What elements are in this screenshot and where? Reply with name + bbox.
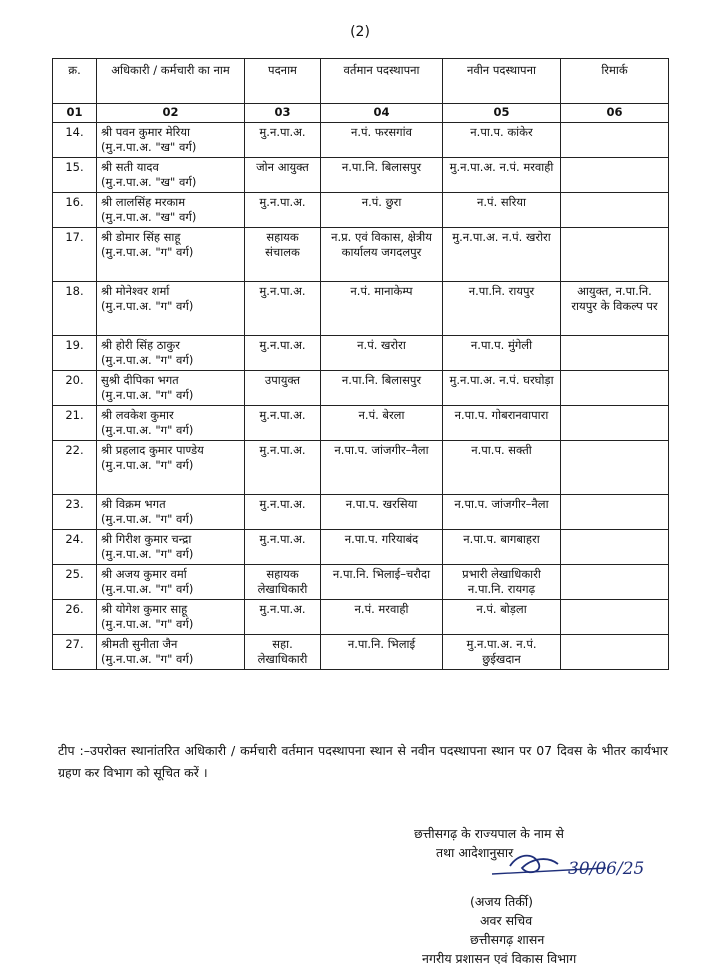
column-number: 03 [245, 104, 321, 123]
officer-cell [97, 600, 245, 635]
table-row [53, 282, 669, 336]
header-designation: पदनाम [245, 59, 321, 104]
header-remark: रिमार्क [561, 59, 669, 104]
signature-date: 30/06/25 [568, 859, 645, 879]
officer-name: श्री विक्रम भगत [101, 497, 166, 511]
authority-line: छत्तीसगढ़ के राज्यपाल के नाम से [414, 826, 564, 841]
serial-number: 15. [53, 158, 97, 193]
designation-cell: मु.न.पा.अ. [245, 193, 321, 228]
serial-number: 23. [53, 495, 97, 530]
designation-cell: मु.न.पा.अ. [245, 406, 321, 441]
table-row [53, 123, 669, 158]
table-row [53, 406, 669, 441]
designation-cell: मु.न.पा.अ. [245, 530, 321, 565]
remark-cell [561, 565, 669, 600]
new-posting-cell: न.पा.प. कांकेर [443, 123, 561, 158]
officer-name: श्री सती यादव [101, 160, 159, 174]
remark-cell [561, 336, 669, 371]
remark-cell [561, 158, 669, 193]
designation-cell: सहायक संचालक [245, 228, 321, 282]
officer-category: (मु.न.पा.अ. "ग" वर्ग) [101, 652, 194, 666]
officer-category: (मु.न.पा.अ. "ग" वर्ग) [101, 512, 194, 526]
officer-category: (मु.न.पा.अ. "ग" वर्ग) [101, 547, 194, 561]
serial-number: 19. [53, 336, 97, 371]
remark-cell [561, 530, 669, 565]
table-row [53, 193, 669, 228]
department-name: नगरीय प्रशासन एवं विकास विभाग [422, 951, 577, 966]
officer-category: (मु.न.पा.अ. "ग" वर्ग) [101, 353, 194, 367]
officer-name: श्री पवन कुमार मेरिया [101, 125, 190, 139]
column-number-row [53, 104, 669, 123]
officer-cell [97, 228, 245, 282]
officer-category: (मु.न.पा.अ. "ख" वर्ग) [101, 140, 197, 154]
officer-cell [97, 441, 245, 495]
table-row [53, 158, 669, 193]
header-current-posting: वर्तमान पदस्थापना [321, 59, 443, 104]
officer-name: श्री लालसिंह मरकाम [101, 195, 186, 209]
officer-cell [97, 406, 245, 441]
current-posting-cell: न.पं. फरसगांव [321, 123, 443, 158]
serial-number: 20. [53, 371, 97, 406]
remark-cell [561, 123, 669, 158]
designation-cell: सहा. लेखाधिकारी [245, 635, 321, 670]
new-posting-cell: न.पा.प. सक्ती [443, 441, 561, 495]
new-posting-cell: न.पं. बोड़ला [443, 600, 561, 635]
officer-name: श्री लवकेश कुमार [101, 408, 174, 422]
header-sn: क्र. [53, 59, 97, 104]
current-posting-cell: न.पा.नि. भिलाई–चरौदा [321, 565, 443, 600]
table-row [53, 495, 669, 530]
remark-cell [561, 406, 669, 441]
serial-number: 26. [53, 600, 97, 635]
remark-cell [561, 228, 669, 282]
officer-cell [97, 123, 245, 158]
current-posting-cell: न.पा.प. गरियाबंद [321, 530, 443, 565]
officer-cell [97, 635, 245, 670]
officer-category: (मु.न.पा.अ. "ग" वर्ग) [101, 582, 194, 596]
officer-category: (मु.न.पा.अ. "ग" वर्ग) [101, 245, 194, 259]
serial-number: 22. [53, 441, 97, 495]
serial-number: 27. [53, 635, 97, 670]
current-posting-cell: न.पं. खरोरा [321, 336, 443, 371]
serial-number: 14. [53, 123, 97, 158]
officer-cell [97, 371, 245, 406]
remark-cell [561, 600, 669, 635]
current-posting-cell: न.पा.प. खरसिया [321, 495, 443, 530]
officer-cell [97, 565, 245, 600]
table-row [53, 635, 669, 670]
current-posting-cell: न.प्र. एवं विकास, क्षेत्रीय कार्यालय जगदलपुर [321, 228, 443, 282]
new-posting-cell: न.पं. सरिया [443, 193, 561, 228]
officer-category: (मु.न.पा.अ. "ग" वर्ग) [101, 299, 194, 313]
officer-name: श्री प्रहलाद कुमार पाण्डेय [101, 443, 204, 457]
table-body [53, 104, 669, 670]
remark-cell [561, 371, 669, 406]
current-posting-cell: न.पं. बेरला [321, 406, 443, 441]
order-line: तथा आदेशानुसार [436, 845, 514, 860]
current-posting-cell: न.पा.नि. बिलासपुर [321, 371, 443, 406]
current-posting-cell: न.पं. छुरा [321, 193, 443, 228]
current-posting-cell: न.पा.प. जांजगीर–नैला [321, 441, 443, 495]
column-number: 02 [97, 104, 245, 123]
table-row [53, 228, 669, 282]
officer-name: श्री गिरीश कुमार चन्द्रा [101, 532, 192, 546]
column-number: 06 [561, 104, 669, 123]
remark-cell [561, 495, 669, 530]
officer-name: श्री मोनेश्वर शर्मा [101, 284, 170, 298]
officer-cell [97, 336, 245, 371]
instruction-note: टीप :–उपरोक्त स्थानांतरित अधिकारी / कर्मचारी वर्तमान पदस्थापना स्थान से नवीन पदस्थापना स्थान पर 07 दिवस के भीतर कार्यभार ग्रहण कर विभाग को सूचित करें । [58, 743, 668, 780]
designation-cell: उपायुक्त [245, 371, 321, 406]
designation-cell: मु.न.पा.अ. [245, 123, 321, 158]
officer-category: (मु.न.पा.अ. "ग" वर्ग) [101, 458, 194, 472]
officer-cell [97, 495, 245, 530]
officer-name: श्री अजय कुमार वर्मा [101, 567, 187, 581]
current-posting-cell: न.पा.नि. बिलासपुर [321, 158, 443, 193]
designation-cell: जोन आयुक्त [245, 158, 321, 193]
officer-cell [97, 530, 245, 565]
new-posting-cell: न.पा.प. जांजगीर–नैला [443, 495, 561, 530]
current-posting-cell: न.पं. मानाकेम्प [321, 282, 443, 336]
officer-category: (मु.न.पा.अ. "ग" वर्ग) [101, 423, 194, 437]
current-posting-cell: न.पं. मरवाही [321, 600, 443, 635]
column-number: 05 [443, 104, 561, 123]
current-posting-cell: न.पा.नि. भिलाई [321, 635, 443, 670]
officer-name: सुश्री दीपिका भगत [101, 373, 179, 387]
officer-name: श्री डोमार सिंह साहू [101, 230, 181, 244]
designation-cell: सहायक लेखाधिकारी [245, 565, 321, 600]
table-row [53, 336, 669, 371]
officer-category: (मु.न.पा.अ. "ख" वर्ग) [101, 210, 197, 224]
new-posting-cell: न.पा.प. गोबरानवापारा [443, 406, 561, 441]
designation-cell: मु.न.पा.अ. [245, 336, 321, 371]
page-number: (2) [350, 24, 370, 40]
table-row [53, 530, 669, 565]
government-name: छत्तीसगढ़ शासन [470, 932, 545, 947]
new-posting-cell: मु.न.पा.अ. न.पं. घरघोड़ा [443, 371, 561, 406]
table-header-row [53, 59, 669, 104]
designation-cell: मु.न.पा.अ. [245, 600, 321, 635]
table-row [53, 600, 669, 635]
designation-cell: मु.न.पा.अ. [245, 282, 321, 336]
transfer-table [52, 58, 669, 670]
officer-category: (मु.न.पा.अ. "ग" वर्ग) [101, 388, 194, 402]
officer-category: (मु.न.पा.अ. "ग" वर्ग) [101, 617, 194, 631]
header-name: अधिकारी / कर्मचारी का नाम [97, 59, 245, 104]
remark-cell [561, 441, 669, 495]
remark-cell [561, 635, 669, 670]
column-number: 01 [53, 104, 97, 123]
officer-category: (मु.न.पा.अ. "ख" वर्ग) [101, 175, 197, 189]
designation-cell: मु.न.पा.अ. [245, 495, 321, 530]
header-new-posting: नवीन पदस्थापना [443, 59, 561, 104]
new-posting-cell: मु.न.पा.अ. न.पं. छुईखदान [443, 635, 561, 670]
serial-number: 17. [53, 228, 97, 282]
remark-cell: आयुक्त, न.पा.नि. रायपुर के विकल्प पर [561, 282, 669, 336]
new-posting-cell: प्रभारी लेखाधिकारी न.पा.नि. रायगढ़ [443, 565, 561, 600]
officer-cell [97, 282, 245, 336]
new-posting-cell: मु.न.पा.अ. न.पं. मरवाही [443, 158, 561, 193]
signatory-name: (अजय तिर्की) [470, 894, 534, 909]
officer-cell [97, 193, 245, 228]
table-row [53, 371, 669, 406]
new-posting-cell: न.पा.प. मुंगेली [443, 336, 561, 371]
officer-name: श्रीमती सुनीता जैन [101, 637, 178, 651]
serial-number: 24. [53, 530, 97, 565]
new-posting-cell: न.पा.प. बागबाहरा [443, 530, 561, 565]
table-row [53, 565, 669, 600]
new-posting-cell: न.पा.नि. रायपुर [443, 282, 561, 336]
handwritten-signature [488, 844, 658, 888]
remark-cell [561, 193, 669, 228]
table-row [53, 441, 669, 495]
serial-number: 21. [53, 406, 97, 441]
officer-name: श्री योगेश कुमार साहू [101, 602, 188, 616]
serial-number: 16. [53, 193, 97, 228]
officer-name: श्री होरी सिंह ठाकुर [101, 338, 180, 352]
column-number: 04 [321, 104, 443, 123]
officer-cell [97, 158, 245, 193]
serial-number: 18. [53, 282, 97, 336]
new-posting-cell: मु.न.पा.अ. न.पं. खरोरा [443, 228, 561, 282]
signatory-designation: अवर सचिव [480, 913, 533, 928]
serial-number: 25. [53, 565, 97, 600]
designation-cell: मु.न.पा.अ. [245, 441, 321, 495]
